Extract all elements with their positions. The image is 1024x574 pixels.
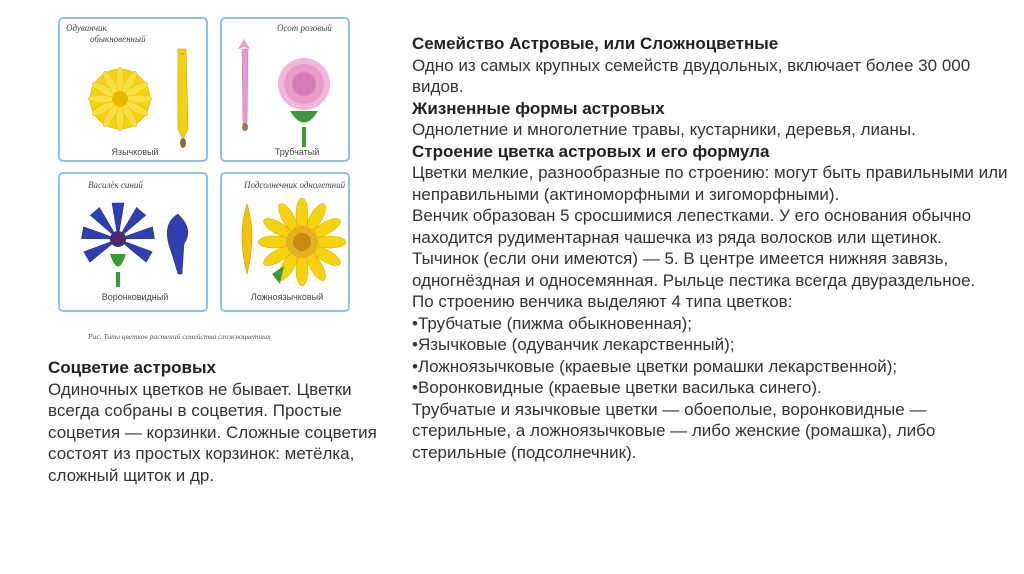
- list-item: •Воронковидные (краевые цветки василька синего).: [412, 378, 822, 397]
- panel-cornflower: [58, 172, 208, 312]
- paragraph: По строению венчика выделяют 4 типа цветков:: [412, 292, 793, 311]
- family-description: [412, 33, 1012, 463]
- section-heading: Строение цветка астровых и его формула: [412, 141, 770, 161]
- section-heading: Соцветие астровых: [48, 358, 216, 377]
- panel-label: Язычковый: [111, 147, 159, 157]
- section-heading: Семейство Астровые, или Сложноцветные: [412, 34, 779, 53]
- dandelion-flower-icon: [60, 19, 210, 164]
- inflorescence-section: [48, 357, 398, 486]
- panel-title: Одуванчик: [66, 23, 107, 33]
- section-body: Одиночных цветков не бывает. Цветки всегда собраны в соцветия. Простые соцветия — корзинки. Сложные соцветия состоят из простых корзинок: метёлка, сложный щиток и др.: [48, 379, 377, 485]
- section-body: Однолетние и многолетние травы, кустарники, деревья, лианы.: [412, 120, 916, 139]
- panel-title: Осот розовый: [277, 23, 332, 33]
- panel-title: обыкновенный: [90, 34, 146, 44]
- section-body: Одно из самых крупных семейств двудольных, включает более 30 000 видов.: [412, 55, 971, 96]
- section-heading: Жизненные формы астровых: [412, 98, 665, 118]
- paragraph: Венчик образован 5 сросшимися лепестками. У его основания обычно находится рудиментарная чашечка из ряда волосков или щетинок. Тычинок (если они имеются) — 5. В центре имеется нижняя завязь, одногнёздная и односемянная. Рыльце пестика всегда двураздельное.: [412, 206, 976, 290]
- paragraph: Трубчатые и язычковые цветки — обоеполые, воронковидные — стерильные, а ложноязычковые — либо женские (ромашка), либо стерильные (подсолнечник).: [412, 399, 936, 462]
- figure-caption: Рис. Типы цветков растений семейства сложноцветных: [88, 332, 271, 341]
- panel-label: Воронковидный: [101, 292, 169, 302]
- flower-types-figure: [52, 12, 352, 348]
- panel-title: Подсолнечник однолетний: [244, 180, 346, 190]
- panel-thistle: [220, 17, 350, 162]
- thistle-flower-icon: [222, 19, 352, 164]
- list-item: •Трубчатые (пижма обыкновенная);: [412, 313, 693, 333]
- list-item: •Ложноязычковые (краевые цветки ромашки лекарственной);: [412, 356, 898, 376]
- list-item: •Язычковые (одуванчик лекарственный);: [412, 335, 735, 354]
- panel-label: Трубчатый: [274, 147, 320, 157]
- section-body: Цветки мелкие, разнообразные по строению: могут быть правильными или неправильными (актиноморфными и зигоморфными).: [412, 163, 1008, 204]
- panel-label: Ложноязычковый: [250, 292, 324, 302]
- panel-title: Василёк синий: [88, 180, 143, 190]
- panel-sunflower: [220, 172, 350, 312]
- panel-dandelion: [58, 17, 208, 162]
